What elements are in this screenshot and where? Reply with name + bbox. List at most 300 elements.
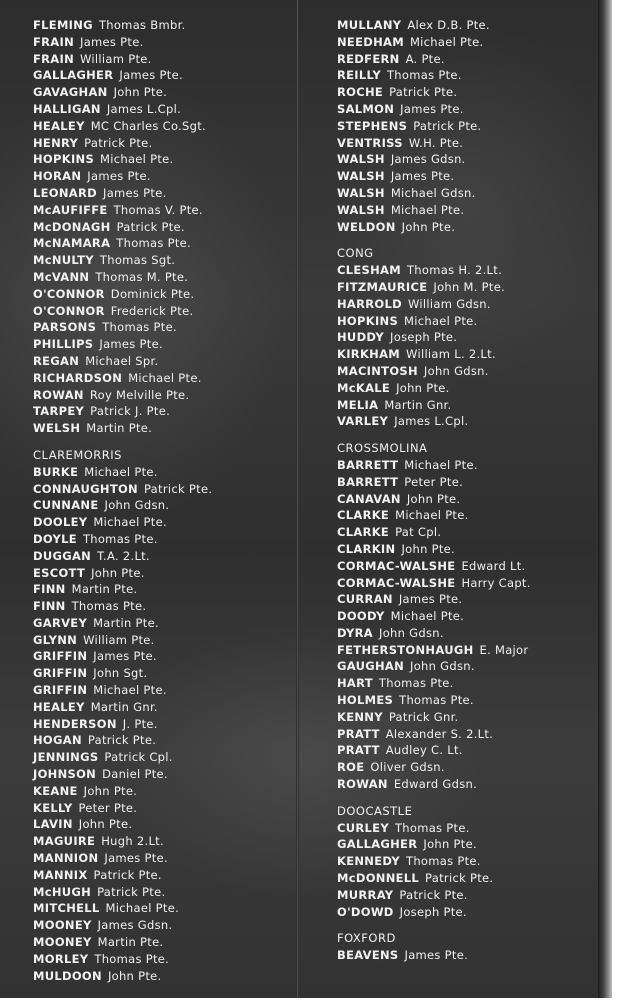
- surname: GAUGHAN: [337, 659, 405, 674]
- given-name-rank: Thomas M. Pte.: [95, 269, 189, 284]
- name-entry: [33, 900, 295, 917]
- surname: REILLY: [337, 68, 381, 83]
- name-entry: [337, 692, 597, 709]
- surname: CLARKIN: [337, 541, 396, 556]
- name-entry: [337, 904, 597, 921]
- name-entry: [33, 135, 295, 152]
- surname: McNAMARA: [33, 236, 111, 251]
- surname: McDONNELL: [337, 871, 420, 886]
- given-name-rank: Martin Pte.: [71, 582, 138, 597]
- given-name-rank: Joseph Pte.: [399, 904, 467, 919]
- name-entry: [33, 749, 295, 766]
- name-entry: [337, 329, 597, 346]
- panel-seam: [296, 0, 299, 998]
- surname: O'DOWD: [337, 904, 394, 919]
- given-name-rank: Patrick Pte.: [399, 887, 468, 902]
- surname: GRIFFIN: [33, 649, 88, 664]
- name-entry: [33, 884, 295, 901]
- surname: NEEDHAM: [337, 34, 404, 49]
- given-name-rank: Frederick Pte.: [110, 303, 194, 318]
- given-name-rank: James L.Cpl.: [394, 414, 469, 429]
- town-heading: CONG: [337, 246, 374, 261]
- given-name-rank: Martin Pte.: [93, 615, 159, 630]
- name-entry: [337, 135, 597, 152]
- given-name-rank: Michael Pte.: [93, 683, 167, 698]
- surname: WALSH: [337, 152, 385, 167]
- name-entry: [337, 947, 597, 964]
- name-entry: [337, 836, 597, 853]
- surname: McNULTY: [33, 253, 94, 268]
- surname: ROCHE: [337, 85, 384, 100]
- name-entry: [337, 67, 597, 84]
- surname: HENDERSON: [33, 716, 117, 731]
- surname: LEONARD: [33, 185, 97, 200]
- given-name-rank: John Pte.: [113, 85, 168, 100]
- given-name-rank: Michael Pte.: [100, 152, 174, 167]
- given-name-rank: Thomas Pte.: [399, 693, 474, 708]
- given-name-rank: Patrick J. Pte.: [90, 404, 171, 419]
- name-entry: [337, 279, 597, 296]
- name-entry: [337, 219, 597, 236]
- surname: CORMAC-WALSHE: [337, 558, 456, 573]
- surname: GLYNN: [33, 632, 78, 647]
- given-name-rank: J. Pte.: [122, 716, 158, 731]
- given-name-rank: Michael Pte.: [390, 609, 465, 624]
- surname: WALSH: [337, 169, 385, 184]
- name-entry: [337, 887, 597, 904]
- group-spacer: [337, 793, 597, 803]
- surname: CANAVAN: [337, 491, 401, 506]
- given-name-rank: W.H. Pte.: [408, 135, 464, 150]
- surname: MURRAY: [337, 887, 394, 902]
- given-name-rank: T.A. 2.Lt.: [97, 548, 150, 563]
- surname: McAUFIFFE: [33, 202, 108, 217]
- surname: BEAVENS: [337, 948, 399, 963]
- name-entry: [337, 118, 597, 135]
- given-name-rank: John Pte.: [401, 219, 456, 234]
- given-name-rank: Michael Pte.: [404, 457, 478, 472]
- name-entry: [337, 507, 597, 524]
- name-entry: [33, 968, 295, 985]
- surname: HOLMES: [337, 693, 394, 708]
- given-name-rank: Michael Pte.: [390, 202, 465, 217]
- name-entry: [337, 870, 597, 887]
- name-entry: [337, 675, 597, 692]
- given-name-rank: John Pte.: [78, 817, 133, 832]
- given-name-rank: Daniel Pte.: [102, 767, 168, 782]
- given-name-rank: Patrick Pte.: [425, 871, 494, 886]
- surname: MULDOON: [33, 968, 102, 983]
- names-column-right: [337, 17, 597, 964]
- surname: HEALEY: [33, 699, 85, 714]
- name-entry: [337, 642, 597, 659]
- given-name-rank: Thomas H. 2.Lt.: [406, 263, 503, 278]
- surname: TARPEY: [33, 404, 85, 419]
- name-entry: [33, 168, 295, 185]
- given-name-rank: Martin Pte.: [97, 935, 164, 950]
- name-entry: [337, 541, 597, 558]
- surname: HOPKINS: [33, 152, 95, 167]
- surname: PHILLIPS: [33, 337, 94, 352]
- given-name-rank: Thomas Pte.: [116, 236, 192, 251]
- name-entry: [33, 699, 295, 716]
- name-entry: [33, 481, 295, 498]
- name-entry: [337, 709, 597, 726]
- surname: HEALEY: [33, 118, 85, 133]
- surname: O'CONNOR: [33, 303, 105, 318]
- name-entry: [33, 682, 295, 699]
- surname: MANNION: [33, 851, 99, 866]
- given-name-rank: Thomas V. Pte.: [113, 202, 203, 217]
- name-entry: [337, 296, 597, 313]
- name-entry: [33, 336, 295, 353]
- given-name-rank: Harry Capt.: [461, 575, 531, 590]
- surname: HOGAN: [33, 733, 82, 748]
- surname: PARSONS: [33, 320, 97, 335]
- given-name-rank: James Pte.: [390, 169, 455, 184]
- name-entry: [33, 783, 295, 800]
- surname: KENNEDY: [337, 854, 401, 869]
- name-entry: [337, 17, 597, 34]
- name-entry: [337, 474, 597, 491]
- name-entry: [33, 565, 295, 582]
- surname: O'CONNOR: [33, 286, 105, 301]
- surname: GAVAGHAN: [33, 85, 108, 100]
- given-name-rank: William Pte.: [83, 632, 155, 647]
- name-entry: [33, 632, 295, 649]
- name-entry: [337, 457, 597, 474]
- group-spacer: [33, 437, 295, 447]
- surname: ROWAN: [337, 777, 388, 792]
- name-entry: [337, 313, 597, 330]
- surname: BURKE: [33, 464, 79, 479]
- given-name-rank: James Pte.: [87, 169, 151, 184]
- given-name-rank: Michael Pte.: [409, 34, 484, 49]
- given-name-rank: James Pte.: [80, 34, 144, 49]
- given-name-rank: Patrick Pte.: [87, 733, 157, 748]
- name-entry: [33, 531, 295, 548]
- name-entry: [337, 575, 597, 592]
- surname: STEPHENS: [337, 118, 408, 133]
- surname: HUDDY: [337, 330, 385, 345]
- surname: DUGGAN: [33, 548, 92, 563]
- given-name-rank: Thomas Pte.: [102, 320, 177, 335]
- surname: LAVIN: [33, 817, 73, 832]
- town-heading: FOXFORD: [337, 931, 396, 946]
- surname: DOYLE: [33, 531, 77, 546]
- surname: HORAN: [33, 169, 82, 184]
- given-name-rank: Martin Gnr.: [384, 397, 452, 412]
- given-name-rank: Michael Gdsn.: [390, 185, 476, 200]
- name-entry: [337, 726, 597, 743]
- surname: FRAIN: [33, 34, 75, 49]
- name-entry: [33, 51, 295, 68]
- name-entry: [33, 464, 295, 481]
- given-name-rank: Patrick Pte.: [84, 135, 153, 150]
- name-entry: [33, 34, 295, 51]
- surname: ROWAN: [33, 387, 84, 402]
- surname: CLARKE: [337, 508, 390, 523]
- name-entry: [337, 202, 597, 219]
- name-entry: [33, 497, 295, 514]
- name-entry: [33, 303, 295, 320]
- given-name-rank: Michael Pte.: [404, 313, 478, 328]
- name-entry: [33, 118, 295, 135]
- surname: ESCOTT: [33, 565, 86, 580]
- given-name-rank: Pat Cpl.: [395, 525, 442, 540]
- name-entry: [337, 151, 597, 168]
- given-name-rank: Patrick Pte.: [143, 481, 213, 496]
- name-entry: [337, 346, 597, 363]
- surname: CONNAUGHTON: [33, 481, 138, 496]
- given-name-rank: E. Major: [479, 642, 529, 657]
- given-name-rank: James Pte.: [398, 592, 463, 607]
- surname: KEANE: [33, 783, 78, 798]
- surname: ROE: [337, 760, 365, 775]
- name-entry: [33, 151, 295, 168]
- given-name-rank: Michael Pte.: [395, 508, 469, 523]
- name-entry: [337, 101, 597, 118]
- surname: KENNY: [337, 709, 383, 724]
- name-entry: [33, 648, 295, 665]
- surname: CLARKE: [337, 525, 390, 540]
- surname: MAGUIRE: [33, 834, 96, 849]
- surname: HOPKINS: [337, 313, 399, 328]
- surname: McKALE: [337, 380, 391, 395]
- given-name-rank: Michael Pte.: [93, 515, 167, 530]
- surname: WALSH: [337, 202, 385, 217]
- given-name-rank: Patrick Pte.: [413, 118, 482, 133]
- given-name-rank: John Gdsn.: [410, 659, 475, 674]
- given-name-rank: Thomas Pte.: [71, 599, 147, 614]
- name-entry: [33, 665, 295, 682]
- surname: REGAN: [33, 353, 80, 368]
- given-name-rank: James Gdsn.: [97, 918, 173, 933]
- given-name-rank: MC Charles Co.Sgt.: [90, 118, 207, 133]
- given-name-rank: Michael Spr.: [85, 353, 159, 368]
- name-entry: [337, 759, 597, 776]
- surname: REDFERN: [337, 51, 400, 66]
- surname: FRAIN: [33, 51, 75, 66]
- name-entry: [337, 742, 597, 759]
- given-name-rank: William Pte.: [80, 51, 152, 66]
- name-entry: [33, 514, 295, 531]
- name-entry: [337, 397, 597, 414]
- surname: GRIFFIN: [33, 666, 88, 681]
- name-entry: [337, 558, 597, 575]
- surname: JENNINGS: [33, 750, 99, 765]
- surname: WELDON: [337, 219, 396, 234]
- name-entry: [33, 387, 295, 404]
- group-spacer: [337, 920, 597, 930]
- name-entry: [33, 850, 295, 867]
- name-entry: [33, 420, 295, 437]
- surname: GARVEY: [33, 615, 88, 630]
- surname: FITZMAURICE: [337, 279, 428, 294]
- group-spacer: [337, 430, 597, 440]
- surname: BARRETT: [337, 474, 399, 489]
- given-name-rank: Thomas Pte.: [406, 854, 481, 869]
- name-entry: [33, 319, 295, 336]
- name-entry: [33, 269, 295, 286]
- given-name-rank: Edward Lt.: [461, 558, 526, 573]
- given-name-rank: Thomas Pte.: [378, 676, 454, 691]
- name-entry: [33, 185, 295, 202]
- surname: SALMON: [337, 101, 395, 116]
- surname: HARROLD: [337, 296, 402, 311]
- surname: PRATT: [337, 743, 380, 758]
- given-name-rank: Michael Pte.: [105, 901, 180, 916]
- given-name-rank: James Pte.: [404, 948, 469, 963]
- given-name-rank: Thomas Pte.: [82, 531, 158, 546]
- name-entry: [337, 853, 597, 870]
- surname: CORMAC-WALSHE: [337, 575, 456, 590]
- surname: McDONAGH: [33, 219, 111, 234]
- surname: GRIFFIN: [33, 683, 88, 698]
- surname: FETHERSTONHAUGH: [337, 642, 474, 657]
- surname: McHUGH: [33, 884, 92, 899]
- name-entry: [33, 67, 295, 84]
- name-entry: [33, 716, 295, 733]
- surname: CUNNANE: [33, 498, 99, 513]
- name-entry: [33, 548, 295, 565]
- given-name-rank: John Gdsn.: [423, 363, 489, 378]
- given-name-rank: John Sgt.: [93, 666, 148, 681]
- given-name-rank: Martin Gnr.: [90, 699, 158, 714]
- given-name-rank: Patrick Pte.: [97, 884, 166, 899]
- surname: MITCHELL: [33, 901, 100, 916]
- surname: GALLAGHER: [33, 68, 114, 83]
- surname: RICHARDSON: [33, 370, 123, 385]
- given-name-rank: William Gdsn.: [408, 296, 491, 311]
- panel-edge: [598, 0, 612, 998]
- town-heading: DOOCASTLE: [337, 803, 413, 818]
- surname: PRATT: [337, 726, 380, 741]
- name-entry: [33, 403, 295, 420]
- name-entry: [33, 917, 295, 934]
- name-entry: [337, 491, 597, 508]
- name-entry: [33, 816, 295, 833]
- given-name-rank: James Pte.: [99, 337, 163, 352]
- given-name-rank: James Pte.: [400, 101, 464, 116]
- given-name-rank: Michael Pte.: [84, 464, 158, 479]
- surname: McVANN: [33, 269, 90, 284]
- name-entry: [33, 101, 295, 118]
- given-name-rank: Audley C. Lt.: [385, 743, 463, 758]
- surname: DOOLEY: [33, 515, 88, 530]
- name-entry: [33, 202, 295, 219]
- name-entry: [33, 84, 295, 101]
- name-entry: [33, 766, 295, 783]
- given-name-rank: Thomas Pte.: [394, 820, 470, 835]
- surname: MACINTOSH: [337, 363, 418, 378]
- given-name-rank: Peter Pte.: [78, 800, 138, 815]
- given-name-rank: Patrick Pte.: [389, 85, 458, 100]
- given-name-rank: Patrick Pte.: [93, 867, 162, 882]
- name-entry: [337, 625, 597, 642]
- given-name-rank: John Pte.: [401, 541, 455, 556]
- name-entry: [33, 951, 295, 968]
- surname: VENTRISS: [337, 135, 403, 150]
- given-name-rank: Martin Pte.: [86, 421, 153, 436]
- name-entry: [33, 615, 295, 632]
- given-name-rank: Thomas Pte.: [386, 68, 462, 83]
- name-entry: [337, 51, 597, 68]
- name-entry: [337, 84, 597, 101]
- town-heading: CROSSMOLINA: [337, 441, 428, 456]
- name-entry: [33, 252, 295, 269]
- surname: WELSH: [33, 421, 81, 436]
- name-entry: [33, 867, 295, 884]
- surname: JOHNSON: [33, 767, 97, 782]
- name-entry: [33, 598, 295, 615]
- given-name-rank: Dominick Pte.: [110, 286, 195, 301]
- given-name-rank: Roy Melville Pte.: [89, 387, 190, 402]
- given-name-rank: Patrick Gnr.: [388, 709, 459, 724]
- surname: MELIA: [337, 397, 379, 412]
- name-entry: [33, 581, 295, 598]
- surname: CURLEY: [337, 820, 389, 835]
- name-entry: [337, 363, 597, 380]
- given-name-rank: Michael Pte.: [128, 370, 202, 385]
- given-name-rank: John Pte.: [406, 491, 461, 506]
- given-name-rank: John Pte.: [107, 968, 162, 983]
- surname: GALLAGHER: [337, 837, 418, 852]
- surname: HART: [337, 676, 373, 691]
- surname: VARLEY: [337, 414, 389, 429]
- name-entry: [33, 800, 295, 817]
- name-entry: [33, 732, 295, 749]
- given-name-rank: A. Pte.: [405, 51, 445, 66]
- surname: FINN: [33, 582, 66, 597]
- name-entry: [33, 219, 295, 236]
- given-name-rank: John Gdsn.: [104, 498, 170, 513]
- name-entry: [33, 353, 295, 370]
- name-entry: [337, 262, 597, 279]
- given-name-rank: William L. 2.Lt.: [406, 347, 496, 362]
- name-entry: [33, 235, 295, 252]
- surname: DOODY: [337, 609, 385, 624]
- surname: CURRAN: [337, 592, 393, 607]
- given-name-rank: James Pte.: [93, 649, 157, 664]
- surname: FINN: [33, 599, 66, 614]
- names-column-left: [33, 17, 295, 984]
- given-name-rank: John Pte.: [396, 380, 450, 395]
- surname: MOONEY: [33, 935, 92, 950]
- surname: WALSH: [337, 185, 385, 200]
- surname: KELLY: [33, 800, 73, 815]
- surname: MULLANY: [337, 18, 402, 32]
- name-entry: [33, 286, 295, 303]
- given-name-rank: James Pte.: [104, 851, 168, 866]
- given-name-rank: Alex D.B. Pte.: [407, 18, 490, 32]
- surname: MANNIX: [33, 867, 88, 882]
- name-entry: [33, 833, 295, 850]
- name-entry: [33, 370, 295, 387]
- name-entry: [337, 380, 597, 397]
- given-name-rank: Thomas Pte.: [94, 951, 170, 966]
- surname: MOONEY: [33, 918, 92, 933]
- name-entry: [337, 776, 597, 793]
- surname: MORLEY: [33, 951, 89, 966]
- name-entry: [337, 185, 597, 202]
- surname: FLEMING: [33, 18, 93, 32]
- given-name-rank: Patrick Pte.: [116, 219, 185, 234]
- name-entry: [337, 413, 597, 430]
- surname: DYRA: [337, 625, 373, 640]
- name-entry: [337, 524, 597, 541]
- name-entry: [337, 168, 597, 185]
